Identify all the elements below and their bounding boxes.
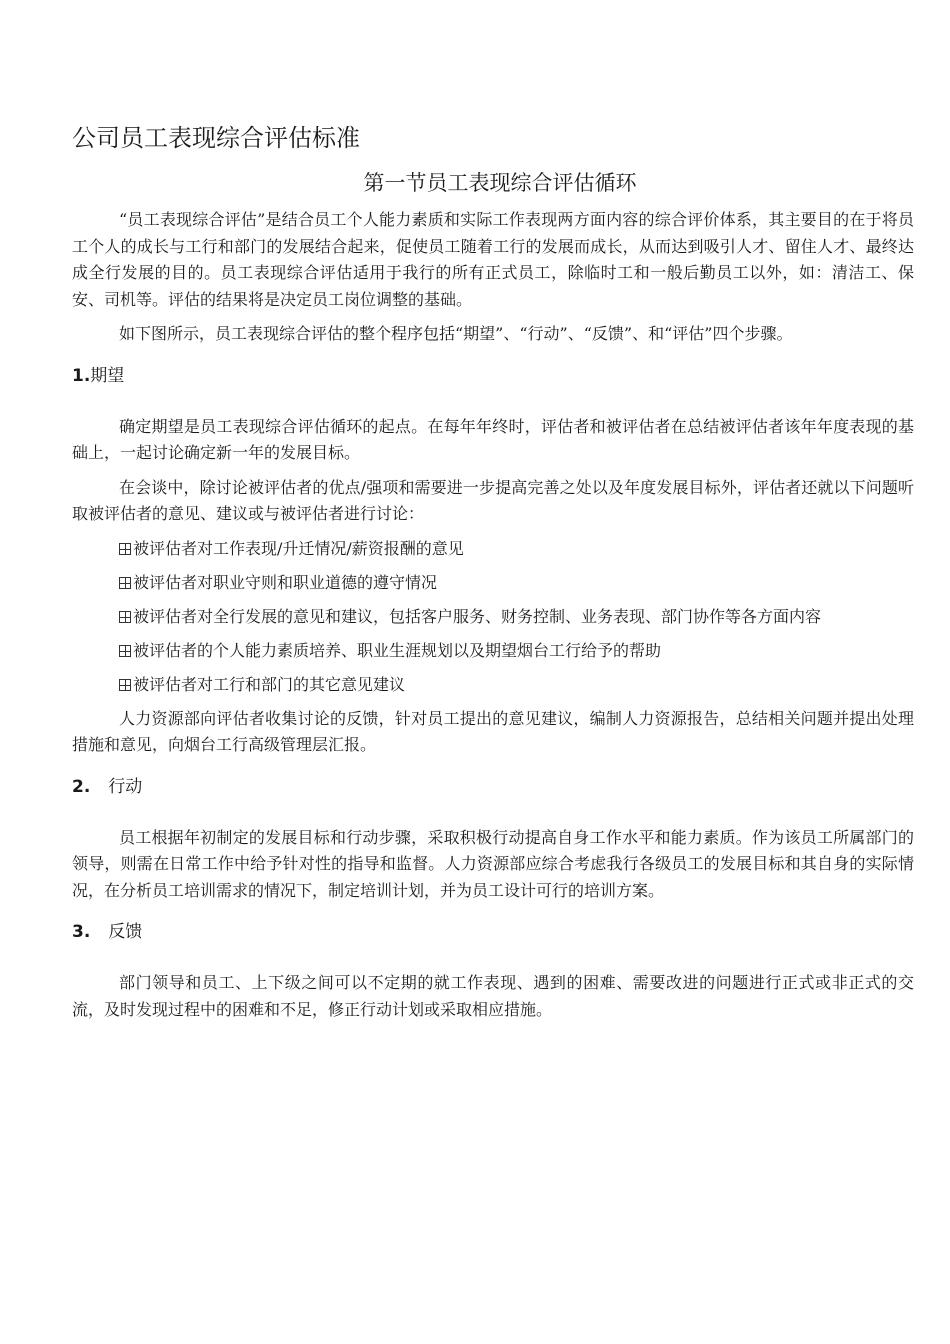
section-title-text: 第一节员工表现综合评估循环 [363, 171, 637, 195]
list-item [119, 536, 914, 562]
section-number: 3. [72, 922, 91, 942]
list-item [119, 638, 914, 664]
list-item-text: 被评估者对职业守则和职业道德的遵守情况 [133, 572, 438, 592]
boxed-plus-bullet-icon [119, 543, 131, 555]
intro-paragraph: 如下图所示，员工表现综合评估的整个程序包括“期望”、“行动”、“反馈”、和“评估”四个步骤。 [119, 324, 793, 343]
section-heading-feedback [72, 920, 914, 944]
section-heading-text: 反馈 [108, 922, 143, 942]
list-item-text: 被评估者对工行和部门的其它意见建议 [133, 674, 406, 694]
section-heading-action [72, 775, 914, 799]
section-heading-expectation [72, 364, 914, 388]
section-paragraph: 部门领导和员工、上下级之间可以不定期的就工作表现、遇到的困难、需要改进的问题进行正式或非正式的交流，及时发现过程中的困难和不足，修正行动计划或采取相应措施。 [72, 973, 914, 1019]
document-body [72, 207, 914, 1031]
list-item-text: 被评估者对全行发展的意见和建议，包括客户服务、财务控制、业务表现、部门协作等各方面内容 [133, 606, 822, 626]
discussion-topics-list [72, 536, 914, 698]
section-paragraph: 确定期望是员工表现综合评估循环的起点。在每年年终时，评估者和被评估者在总结被评估者该年年度表现的基础上，一起讨论确定新一年的发展目标。 [72, 416, 914, 462]
list-item [119, 672, 914, 698]
section-title [0, 167, 950, 197]
boxed-plus-bullet-icon [119, 645, 131, 657]
section-paragraph: 员工根据年初制定的发展目标和行动步骤，采取积极行动提高自身工作水平和能力素质。作为该员工所属部门的领导，则需在日常工作中给予针对性的指导和监督。人力资源部应综合考虑我行各级员工的发展目标和其自身的实际情况，在分析员工培训需求的情况下，制定培训计划，并为员工设计可行的培训方案。 [72, 827, 914, 900]
list-item [119, 604, 914, 630]
section-number: 1. [72, 365, 91, 386]
boxed-plus-bullet-icon [119, 577, 131, 589]
boxed-plus-bullet-icon [119, 611, 131, 623]
boxed-plus-bullet-icon [119, 679, 131, 691]
section-number: 2. [72, 776, 91, 797]
section-heading-text: 行动 [108, 776, 143, 797]
list-item-text: 被评估者的个人能力素质培养、职业生涯规划以及期望烟台工行给予的帮助 [133, 640, 662, 660]
intro-paragraph: “员工表现综合评估”是结合员工个人能力素质和实际工作表现两方面内容的综合评价体系，其主要目的在于将员工个人的成长与工行和部门的发展结合起来，促使员工随着工行的发展而成长，从而达到吸引人才、留住人才、最终达成全行发展的目的。员工表现综合评估适用于我行的所有正式员工，除临时工和一般后勤员工以外，如：清洁工、保安、司机等。评估的结果将是决定员工岗位调整的基础。 [72, 210, 914, 309]
list-item-text: 被评估者对工作表现/升迁情况/薪资报酬的意见 [133, 538, 464, 558]
document-title: 公司员工表现综合评估标准 [72, 124, 360, 152]
section-paragraph: 在会谈中，除讨论被评估者的优点/强项和需要进一步提高完善之处以及年度发展目标外，评估者还就以下问题听取被评估者的意见、建议或与被评估者进行讨论： [72, 477, 914, 523]
list-item [119, 570, 914, 596]
section-paragraph: 人力资源部向评估者收集讨论的反馈，针对员工提出的意见建议，编制人力资源报告，总结相关问题并提出处理措施和意见，向烟台工行高级管理层汇报。 [72, 708, 914, 754]
section-heading-text: 期望 [90, 365, 125, 386]
